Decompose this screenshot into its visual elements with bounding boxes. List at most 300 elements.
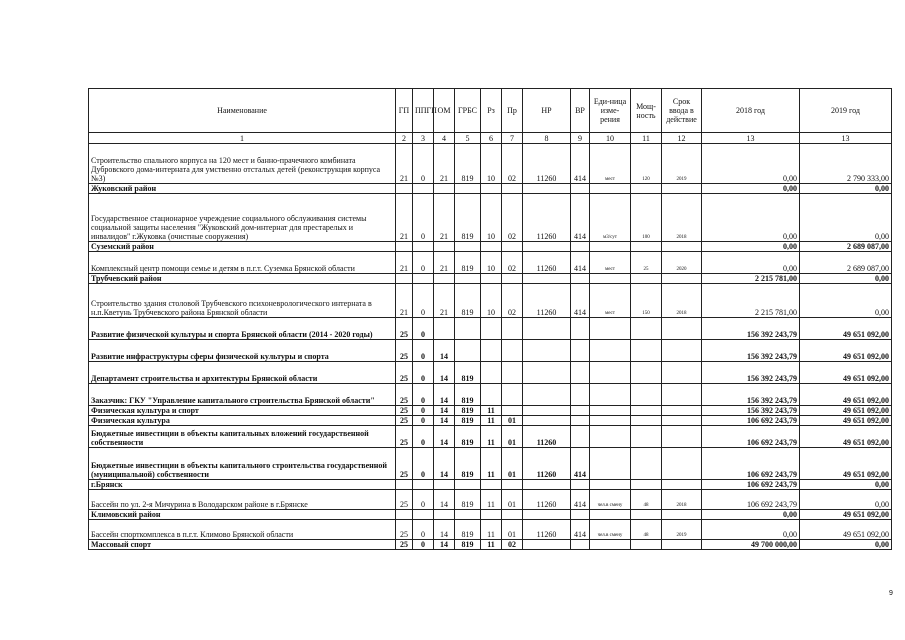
cell-pr: 02 — [502, 144, 523, 184]
cell-nr — [523, 406, 571, 416]
cell-power — [631, 274, 662, 284]
cell-unit — [590, 540, 631, 550]
cell-pr — [502, 362, 523, 384]
cell-unit: мест — [590, 144, 631, 184]
header-cell: НР — [523, 89, 571, 133]
cell-ppgp: 0 — [413, 318, 434, 340]
cell-y2019: 0,00 — [800, 284, 892, 318]
cell-vr: 414 — [571, 252, 590, 274]
cell-gp: 25 — [396, 406, 413, 416]
cell-power — [631, 416, 662, 426]
header-cell: ППГП — [413, 89, 434, 133]
table-row — [89, 448, 892, 480]
cell-pr — [502, 480, 523, 490]
table-row — [89, 318, 892, 340]
cell-gp: 25 — [396, 384, 413, 406]
table-row — [89, 194, 892, 242]
cell-ppgp — [413, 510, 434, 520]
table-row — [89, 520, 892, 540]
cell-gp: 25 — [396, 540, 413, 550]
cell-om: 14 — [434, 426, 455, 448]
column-number: 12 — [662, 133, 702, 144]
cell-pr — [502, 384, 523, 406]
cell-gp: 21 — [396, 284, 413, 318]
cell-gp: 25 — [396, 448, 413, 480]
cell-vr: 414 — [571, 144, 590, 184]
table-row — [89, 540, 892, 550]
column-number: 8 — [523, 133, 571, 144]
cell-y2019: 2 689 087,00 — [800, 242, 892, 252]
column-number: 6 — [481, 133, 502, 144]
cell-rz: 11 — [481, 490, 502, 510]
cell-rz: 11 — [481, 416, 502, 426]
cell-y2019: 49 651 092,00 — [800, 520, 892, 540]
cell-term — [662, 416, 702, 426]
header-cell: ГП — [396, 89, 413, 133]
cell-grbs: 819 — [455, 540, 481, 550]
cell-name: Комплексный центр помощи семье и детям в п.г.т. Суземка Брянской области — [89, 252, 396, 274]
cell-y2018: 106 692 243,79 — [702, 480, 800, 490]
cell-vr: 414 — [571, 448, 590, 480]
cell-grbs — [455, 274, 481, 284]
table-row — [89, 252, 892, 274]
table-row — [89, 362, 892, 384]
cell-nr: 11260 — [523, 144, 571, 184]
cell-y2018: 106 692 243,79 — [702, 490, 800, 510]
cell-om — [434, 274, 455, 284]
cell-power: 100 — [631, 194, 662, 242]
cell-pr — [502, 184, 523, 194]
cell-y2018: 0,00 — [702, 510, 800, 520]
cell-y2019: 2 689 087,00 — [800, 252, 892, 274]
cell-grbs — [455, 318, 481, 340]
cell-pr — [502, 340, 523, 362]
header-cell: 2018 год — [702, 89, 800, 133]
cell-om — [434, 242, 455, 252]
cell-grbs: 819 — [455, 284, 481, 318]
cell-grbs — [455, 242, 481, 252]
cell-unit — [590, 340, 631, 362]
column-number: 9 — [571, 133, 590, 144]
cell-rz: 10 — [481, 194, 502, 242]
cell-power — [631, 318, 662, 340]
cell-om — [434, 480, 455, 490]
cell-grbs: 819 — [455, 252, 481, 274]
cell-term — [662, 540, 702, 550]
cell-unit — [590, 384, 631, 406]
cell-name: Строительство здания столовой Трубчевского психоневрологического интерната в н.п.Кветунь Трубчевского района Брянской области — [89, 284, 396, 318]
header-cell: ОМ — [434, 89, 455, 133]
cell-power — [631, 480, 662, 490]
cell-grbs: 819 — [455, 194, 481, 242]
cell-y2019: 49 651 092,00 — [800, 406, 892, 416]
cell-term: 2020 — [662, 252, 702, 274]
cell-y2018: 2 215 781,00 — [702, 284, 800, 318]
cell-unit — [590, 480, 631, 490]
header-cell: Наименование — [89, 89, 396, 133]
cell-ppgp: 0 — [413, 540, 434, 550]
cell-unit — [590, 274, 631, 284]
cell-ppgp: 0 — [413, 520, 434, 540]
cell-om — [434, 184, 455, 194]
cell-gp — [396, 480, 413, 490]
cell-term — [662, 480, 702, 490]
cell-rz: 10 — [481, 144, 502, 184]
column-number: 13 — [800, 133, 892, 144]
cell-vr — [571, 480, 590, 490]
cell-gp: 25 — [396, 520, 413, 540]
cell-rz: 11 — [481, 426, 502, 448]
cell-vr — [571, 384, 590, 406]
cell-power — [631, 510, 662, 520]
cell-ppgp: 0 — [413, 144, 434, 184]
cell-term — [662, 510, 702, 520]
cell-y2018: 156 392 243,79 — [702, 384, 800, 406]
cell-gp: 21 — [396, 194, 413, 242]
cell-pr — [502, 274, 523, 284]
cell-vr — [571, 540, 590, 550]
cell-name: Заказчик: ГКУ "Управление капитального строительства Брянской области" — [89, 384, 396, 406]
cell-om: 14 — [434, 416, 455, 426]
cell-gp — [396, 184, 413, 194]
cell-om: 21 — [434, 144, 455, 184]
cell-power — [631, 540, 662, 550]
cell-gp: 21 — [396, 144, 413, 184]
budget-table — [88, 88, 892, 550]
cell-y2018: 0,00 — [702, 520, 800, 540]
cell-term — [662, 274, 702, 284]
cell-gp — [396, 274, 413, 284]
table-row — [89, 242, 892, 252]
cell-nr — [523, 362, 571, 384]
cell-vr — [571, 426, 590, 448]
cell-unit — [590, 184, 631, 194]
cell-power — [631, 406, 662, 416]
cell-nr — [523, 510, 571, 520]
header-cell: Мощ-ность — [631, 89, 662, 133]
cell-om: 14 — [434, 448, 455, 480]
table-row — [89, 144, 892, 184]
cell-unit — [590, 510, 631, 520]
cell-grbs: 819 — [455, 384, 481, 406]
cell-y2019: 0,00 — [800, 184, 892, 194]
cell-ppgp — [413, 184, 434, 194]
cell-y2019: 49 651 092,00 — [800, 384, 892, 406]
cell-rz: 11 — [481, 540, 502, 550]
cell-nr: 11260 — [523, 490, 571, 510]
table-row — [89, 274, 892, 284]
cell-name: Физическая культура и спорт — [89, 406, 396, 416]
cell-vr — [571, 406, 590, 416]
cell-grbs: 819 — [455, 448, 481, 480]
table-row — [89, 340, 892, 362]
cell-gp: 25 — [396, 318, 413, 340]
cell-power: 150 — [631, 284, 662, 318]
cell-name: Бассейн по ул. 2-я Мичурина в Володарском районе в г.Брянске — [89, 490, 396, 510]
cell-power — [631, 340, 662, 362]
cell-name: Государственное стационарное учреждение социального обслуживания системы социальной защиты населения "Жуковский дом-интернат для престарелых и инвалидов" г.Жуковка (очистные сооружения) — [89, 194, 396, 242]
column-number-row — [89, 133, 892, 144]
cell-rz: 10 — [481, 284, 502, 318]
cell-unit — [590, 426, 631, 448]
cell-grbs: 819 — [455, 520, 481, 540]
cell-gp: 25 — [396, 490, 413, 510]
cell-pr: 02 — [502, 194, 523, 242]
column-number: 4 — [434, 133, 455, 144]
cell-gp: 25 — [396, 362, 413, 384]
cell-pr: 01 — [502, 416, 523, 426]
cell-y2019: 49 651 092,00 — [800, 340, 892, 362]
cell-unit — [590, 318, 631, 340]
cell-y2019: 49 651 092,00 — [800, 362, 892, 384]
cell-pr: 01 — [502, 520, 523, 540]
cell-y2019: 49 651 092,00 — [800, 416, 892, 426]
cell-name: Развитие физической культуры и спорта Брянской области (2014 - 2020 годы) — [89, 318, 396, 340]
cell-grbs: 819 — [455, 144, 481, 184]
cell-y2018: 156 392 243,79 — [702, 362, 800, 384]
table-row — [89, 184, 892, 194]
cell-gp: 25 — [396, 340, 413, 362]
cell-power — [631, 242, 662, 252]
cell-rz — [481, 274, 502, 284]
cell-unit — [590, 362, 631, 384]
cell-ppgp — [413, 274, 434, 284]
cell-ppgp: 0 — [413, 416, 434, 426]
table-row — [89, 490, 892, 510]
cell-ppgp: 0 — [413, 490, 434, 510]
cell-name: Развитие инфраструктуры сферы физической культуры и спорта — [89, 340, 396, 362]
cell-y2019: 0,00 — [800, 194, 892, 242]
cell-grbs — [455, 184, 481, 194]
cell-y2019: 0,00 — [800, 480, 892, 490]
cell-ppgp: 0 — [413, 406, 434, 416]
cell-term — [662, 340, 702, 362]
cell-power: 48 — [631, 490, 662, 510]
cell-rz — [481, 384, 502, 406]
cell-gp: 21 — [396, 252, 413, 274]
cell-pr: 01 — [502, 490, 523, 510]
column-number: 11 — [631, 133, 662, 144]
cell-y2019: 49 651 092,00 — [800, 510, 892, 520]
cell-om: 14 — [434, 406, 455, 416]
cell-rz: 10 — [481, 252, 502, 274]
cell-vr — [571, 340, 590, 362]
header-cell: Еди-ница изме-рения — [590, 89, 631, 133]
header-cell: Рз — [481, 89, 502, 133]
cell-unit — [590, 448, 631, 480]
cell-power — [631, 384, 662, 406]
cell-nr: 11260 — [523, 252, 571, 274]
cell-vr — [571, 318, 590, 340]
cell-gp: 25 — [396, 416, 413, 426]
cell-y2018: 49 700 000,00 — [702, 540, 800, 550]
cell-om: 14 — [434, 340, 455, 362]
cell-nr — [523, 480, 571, 490]
cell-om: 14 — [434, 490, 455, 510]
cell-pr — [502, 406, 523, 416]
cell-pr: 01 — [502, 448, 523, 480]
cell-om: 21 — [434, 252, 455, 274]
cell-ppgp: 0 — [413, 384, 434, 406]
cell-y2018: 2 215 781,00 — [702, 274, 800, 284]
cell-unit: м3/сут — [590, 194, 631, 242]
cell-rz: 11 — [481, 520, 502, 540]
cell-om: 14 — [434, 520, 455, 540]
cell-y2018: 156 392 243,79 — [702, 406, 800, 416]
budget-table-sheet — [88, 88, 891, 550]
cell-power — [631, 426, 662, 448]
cell-grbs: 819 — [455, 490, 481, 510]
cell-term: 2019 — [662, 520, 702, 540]
cell-unit — [590, 242, 631, 252]
cell-grbs: 819 — [455, 426, 481, 448]
column-number: 13 — [702, 133, 800, 144]
cell-name: Бюджетные инвестиции в объекты капитальных вложений государственной собственности — [89, 426, 396, 448]
cell-term — [662, 384, 702, 406]
cell-unit: мест — [590, 284, 631, 318]
cell-grbs: 819 — [455, 406, 481, 416]
cell-name: Строительство спального корпуса на 120 мест и банно-прачечного комбината Дубровского дома-интерната для умственно отсталых детей (реконструкция корпуса №3) — [89, 144, 396, 184]
cell-vr — [571, 184, 590, 194]
cell-power: 25 — [631, 252, 662, 274]
cell-vr — [571, 242, 590, 252]
cell-om — [434, 318, 455, 340]
cell-y2018: 0,00 — [702, 242, 800, 252]
cell-term — [662, 242, 702, 252]
cell-ppgp — [413, 242, 434, 252]
cell-vr — [571, 274, 590, 284]
table-body — [89, 144, 892, 550]
table-row — [89, 384, 892, 406]
cell-name: Физическая культура — [89, 416, 396, 426]
cell-y2018: 0,00 — [702, 184, 800, 194]
column-number: 10 — [590, 133, 631, 144]
cell-vr: 414 — [571, 194, 590, 242]
cell-nr — [523, 384, 571, 406]
cell-pr: 01 — [502, 426, 523, 448]
cell-vr — [571, 510, 590, 520]
column-number: 3 — [413, 133, 434, 144]
cell-unit: чел.в смену — [590, 520, 631, 540]
cell-y2019: 2 790 333,00 — [800, 144, 892, 184]
column-number: 5 — [455, 133, 481, 144]
cell-nr: 11260 — [523, 520, 571, 540]
cell-pr: 02 — [502, 284, 523, 318]
cell-power — [631, 362, 662, 384]
cell-name: Трубчевский район — [89, 274, 396, 284]
cell-term: 2018 — [662, 284, 702, 318]
column-number: 1 — [89, 133, 396, 144]
cell-nr: 11260 — [523, 448, 571, 480]
cell-ppgp: 0 — [413, 448, 434, 480]
cell-rz — [481, 480, 502, 490]
table-row — [89, 416, 892, 426]
cell-y2019: 0,00 — [800, 490, 892, 510]
cell-y2019: 49 651 092,00 — [800, 426, 892, 448]
column-number: 2 — [396, 133, 413, 144]
cell-gp: 25 — [396, 426, 413, 448]
cell-rz: 11 — [481, 448, 502, 480]
cell-ppgp — [413, 480, 434, 490]
cell-term — [662, 448, 702, 480]
cell-y2019: 0,00 — [800, 274, 892, 284]
cell-grbs: 819 — [455, 362, 481, 384]
table-row — [89, 406, 892, 416]
cell-vr — [571, 416, 590, 426]
cell-pr: 02 — [502, 252, 523, 274]
cell-nr — [523, 416, 571, 426]
cell-unit: мест — [590, 252, 631, 274]
table-row — [89, 426, 892, 448]
cell-y2018: 0,00 — [702, 194, 800, 242]
table-row — [89, 510, 892, 520]
cell-pr: 02 — [502, 540, 523, 550]
page-number: 9 — [889, 590, 893, 597]
cell-nr — [523, 540, 571, 550]
cell-y2019: 0,00 — [800, 540, 892, 550]
cell-nr — [523, 340, 571, 362]
cell-om — [434, 510, 455, 520]
cell-name: Бюджетные инвестиции в объекты капитального строительства государственной (муниципальной) собственности — [89, 448, 396, 480]
cell-term — [662, 318, 702, 340]
cell-vr — [571, 362, 590, 384]
cell-y2019: 49 651 092,00 — [800, 318, 892, 340]
cell-om: 21 — [434, 194, 455, 242]
cell-y2018: 156 392 243,79 — [702, 318, 800, 340]
cell-term — [662, 426, 702, 448]
cell-name: Бассейн спорткомплекса в п.г.т. Климово Брянской области — [89, 520, 396, 540]
header-cell: 2019 год — [800, 89, 892, 133]
cell-name: Департамент строительства и архитектуры Брянской области — [89, 362, 396, 384]
cell-y2018: 156 392 243,79 — [702, 340, 800, 362]
cell-nr: 11260 — [523, 194, 571, 242]
cell-y2018: 106 692 243,79 — [702, 426, 800, 448]
cell-unit — [590, 406, 631, 416]
cell-grbs — [455, 480, 481, 490]
cell-nr — [523, 318, 571, 340]
cell-om: 14 — [434, 384, 455, 406]
cell-pr — [502, 318, 523, 340]
cell-rz — [481, 340, 502, 362]
cell-term — [662, 362, 702, 384]
cell-grbs — [455, 510, 481, 520]
cell-ppgp: 0 — [413, 340, 434, 362]
cell-y2018: 106 692 243,79 — [702, 448, 800, 480]
cell-nr: 11260 — [523, 284, 571, 318]
cell-gp — [396, 510, 413, 520]
cell-pr — [502, 510, 523, 520]
cell-term — [662, 406, 702, 416]
cell-nr — [523, 184, 571, 194]
cell-rz — [481, 362, 502, 384]
cell-ppgp: 0 — [413, 426, 434, 448]
cell-term: 2018 — [662, 194, 702, 242]
cell-ppgp: 0 — [413, 252, 434, 274]
cell-nr — [523, 274, 571, 284]
cell-gp — [396, 242, 413, 252]
cell-nr — [523, 242, 571, 252]
cell-ppgp: 0 — [413, 284, 434, 318]
cell-rz — [481, 510, 502, 520]
header-row — [89, 89, 892, 133]
cell-power — [631, 184, 662, 194]
cell-unit — [590, 416, 631, 426]
cell-term: 2019 — [662, 144, 702, 184]
cell-rz: 11 — [481, 406, 502, 416]
cell-ppgp: 0 — [413, 194, 434, 242]
cell-name: Массовый спорт — [89, 540, 396, 550]
cell-term: 2018 — [662, 490, 702, 510]
